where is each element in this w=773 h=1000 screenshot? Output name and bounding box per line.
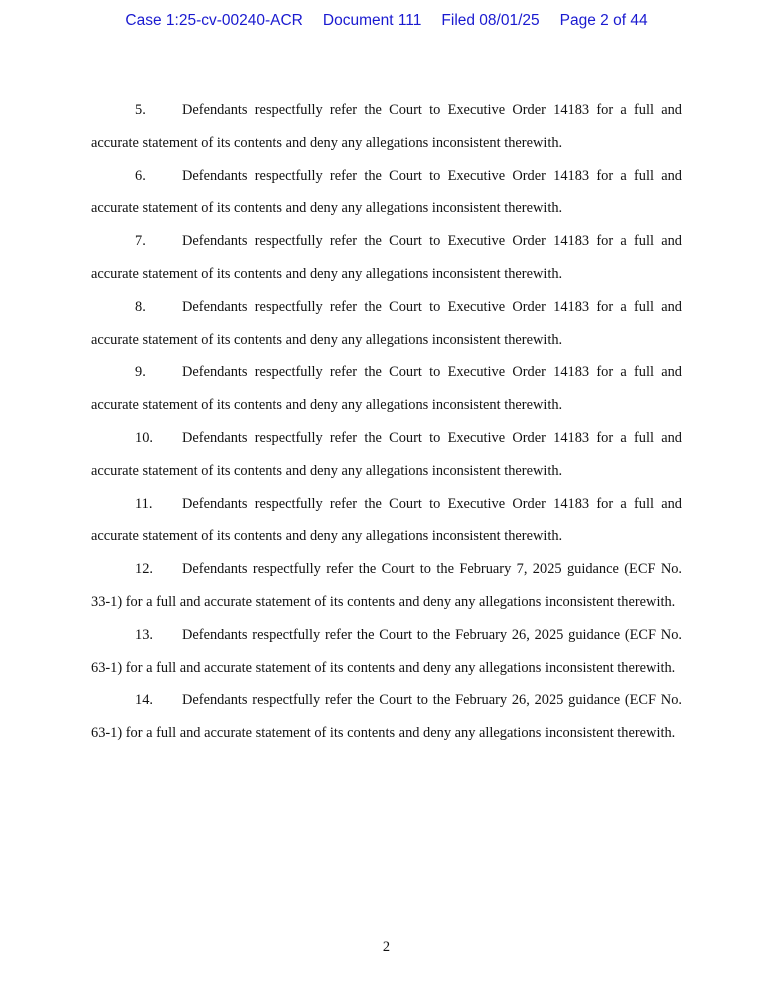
paragraph-text: Defendants respectfully refer the Court to Executive Order 14183 for a full and accurate statement of its contents and deny any allegations inconsistent therewith. [91, 167, 682, 217]
ecf-filing-header [0, 12, 773, 30]
paragraph-number: 7. [135, 233, 146, 250]
paragraph-text: Defendants respectfully refer the Court to the February 7, 2025 guidance (ECF No. 33-1) for a full and accurate statement of its contents and deny any allegations inconsistent therewith. [91, 561, 682, 610]
paragraph-number: 9. [135, 364, 146, 381]
case-number: Case 1:25-cv-00240-ACR [125, 12, 303, 29]
paragraph [91, 291, 682, 357]
paragraph-number: 14. [135, 692, 153, 709]
paragraph-text: Defendants respectfully refer the Court to Executive Order 14183 for a full and accurate statement of its contents and deny any allegations inconsistent therewith. [91, 429, 682, 479]
page-indicator: Page 2 of 44 [559, 12, 648, 29]
paragraph-text: Defendants respectfully refer the Court to Executive Order 14183 for a full and accurate statement of its contents and deny any allegations inconsistent therewith. [91, 233, 682, 282]
paragraph-number: 13. [135, 626, 153, 643]
paragraph [91, 553, 682, 619]
paragraph [91, 488, 682, 554]
paragraph-text: Defendants respectfully refer the Court to the February 26, 2025 guidance (ECF No. 63-1) for a full and accurate statement of its contents and deny any allegations inconsistent therewith. [91, 626, 682, 676]
paragraph-text: Defendants respectfully refer the Court to Executive Order 14183 for a full and accurate statement of its contents and deny any allegations inconsistent therewith. [91, 298, 682, 348]
filed-date: Filed 08/01/25 [441, 12, 540, 29]
paragraph-number: 5. [135, 102, 146, 118]
paragraph-number: 6. [135, 167, 146, 184]
paragraph [91, 225, 682, 291]
paragraph-text: Defendants respectfully refer the Court to Executive Order 14183 for a full and accurate statement of its contents and deny any allegations inconsistent therewith. [91, 364, 682, 414]
page-number: 2 [382, 939, 391, 955]
paragraph [91, 422, 682, 488]
paragraph-text: Defendants respectfully refer the Court to Executive Order 14183 for a full and accurate statement of its contents and deny any allegations inconsistent therewith. [91, 495, 682, 545]
paragraph [91, 684, 682, 750]
document-body [91, 94, 682, 750]
paragraph-text: Defendants respectfully refer the Court to Executive Order 14183 for a full and accurate statement of its contents and deny any allegations inconsistent therewith. [91, 102, 682, 151]
paragraph-number: 12. [135, 561, 153, 578]
paragraph [91, 94, 682, 160]
paragraph [91, 356, 682, 422]
paragraph-number: 11. [135, 495, 153, 512]
paragraph-number: 10. [135, 429, 153, 446]
paragraph [91, 160, 682, 226]
paragraph-number: 8. [135, 298, 146, 315]
paragraph [91, 619, 682, 685]
paragraph-text: Defendants respectfully refer the Court to the February 26, 2025 guidance (ECF No. 63-1) for a full and accurate statement of its contents and deny any allegations inconsistent therewith. [91, 692, 682, 742]
document-number: Document 111 [322, 12, 422, 29]
